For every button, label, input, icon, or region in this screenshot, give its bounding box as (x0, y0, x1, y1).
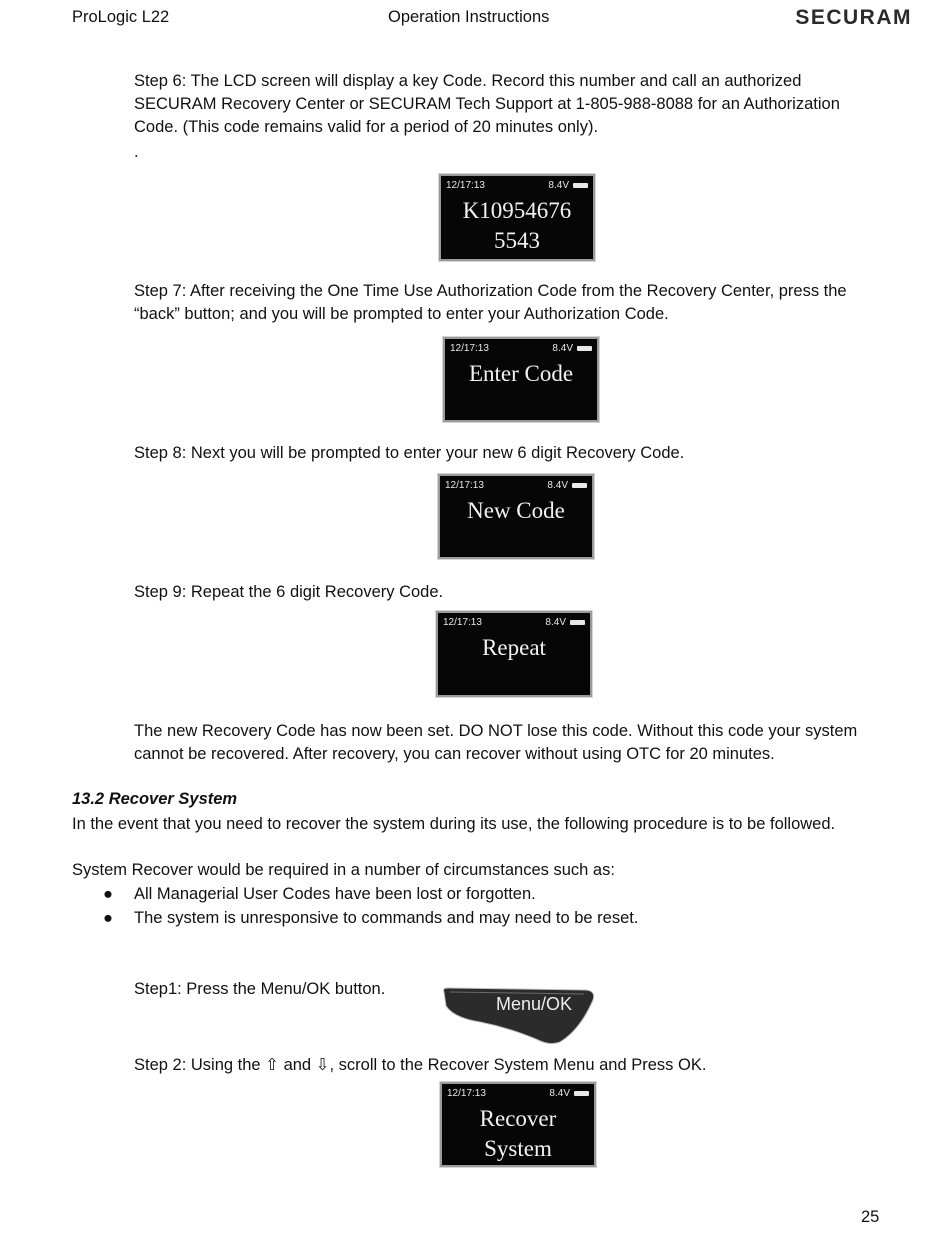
lcd-voltage: 8.4V (548, 180, 569, 191)
lcd-voltage: 8.4V (545, 617, 566, 628)
lcd-repeat-text: Repeat (482, 635, 546, 660)
header-product: ProLogic L22 (72, 8, 170, 26)
bullet-icon: ● (103, 909, 113, 927)
step-2-text: Step 2: Using the ⇧ and ⇩, scroll to the Recover System Menu and Press OK. (134, 1056, 707, 1074)
battery-icon (573, 183, 588, 188)
lcd-screen-recover-system (440, 1082, 596, 1167)
section-heading: 13.2 Recover System (72, 790, 238, 808)
step-8-text: Step 8: Next you will be prompted to enter your new 6 digit Recovery Code. (134, 444, 685, 462)
step-1-text: Step1: Press the Menu/OK button. (134, 980, 386, 998)
lcd-new-code-text: New Code (467, 498, 565, 523)
brand-logo: SECURAM (795, 6, 912, 29)
battery-icon (570, 620, 585, 625)
lcd-screen-enter-code (443, 337, 599, 422)
lcd-recover-line1: Recover (479, 1106, 557, 1131)
menu-ok-button-image (440, 986, 598, 1046)
step-6-text: Step 6: The LCD screen will display a key Code. Record this number and call an authorized SECURAM Recovery Center or SECURAM Tech Support at 1-805-988-8088 for an Authorization Code. (This code remains valid for a period of 20 minutes only). (134, 72, 840, 136)
lcd-time: 12/17:13 (443, 617, 482, 628)
lcd-screen-new-code (438, 474, 594, 559)
step-6-dot: . (134, 143, 139, 161)
lcd-recover-line2: System (484, 1136, 552, 1161)
section-circumstances: System Recover would be required in a number of circumstances such as: (72, 861, 615, 879)
step-7-text: Step 7: After receiving the One Time Use Authorization Code from the Recovery Center, press the “back” button; and you will be prompted to enter your Authorization Code. (134, 282, 847, 323)
lcd-time: 12/17:13 (447, 1088, 486, 1099)
page-number: 25 (861, 1208, 880, 1226)
lcd-voltage: 8.4V (547, 480, 568, 491)
bullet-text: The system is unresponsive to commands and may need to be reset. (134, 909, 639, 927)
section-intro: In the event that you need to recover the system during its use, the following procedure is to be followed. (72, 815, 836, 833)
lcd-key-code-line1: K10954676 (462, 198, 572, 223)
bullet-icon: ● (103, 885, 113, 903)
lcd-key-code-line2: 5543 (494, 228, 540, 253)
menu-ok-label: Menu/OK (496, 994, 573, 1014)
bullet-text: All Managerial User Codes have been lost or forgotten. (134, 885, 536, 903)
battery-icon (574, 1091, 589, 1096)
lcd-voltage: 8.4V (549, 1088, 570, 1099)
bullet-item (103, 883, 874, 906)
step-9-text: Step 9: Repeat the 6 digit Recovery Code. (134, 583, 444, 601)
battery-icon (572, 483, 587, 488)
recovery-note: The new Recovery Code has now been set. DO NOT lose this code. Without this code your system cannot be recovered. After recovery, you can recover without using OTC for 20 minutes. (134, 722, 858, 763)
lcd-voltage: 8.4V (552, 343, 573, 354)
lcd-time: 12/17:13 (445, 480, 484, 491)
lcd-time: 12/17:13 (446, 180, 485, 191)
lcd-time: 12/17:13 (450, 343, 489, 354)
lcd-screen-key-code (439, 174, 595, 261)
lcd-enter-code-text: Enter Code (468, 361, 574, 386)
header-title: Operation Instructions (388, 8, 550, 26)
bullet-item (103, 907, 874, 930)
battery-icon (577, 346, 592, 351)
lcd-screen-repeat (436, 611, 592, 697)
